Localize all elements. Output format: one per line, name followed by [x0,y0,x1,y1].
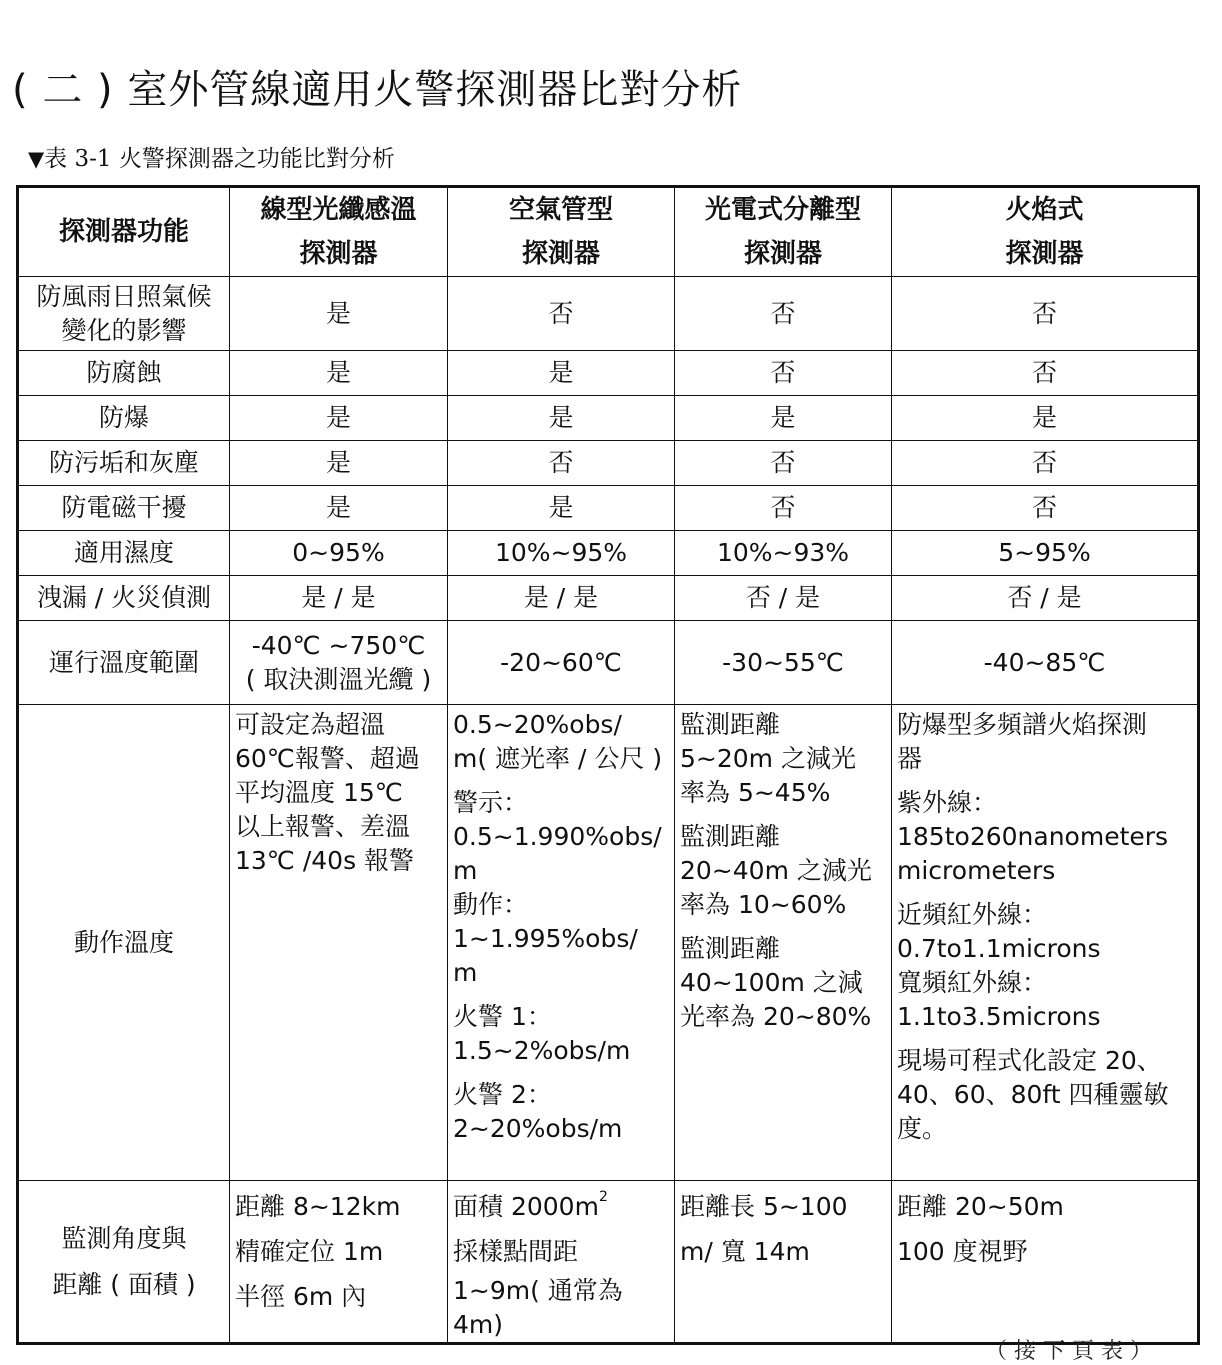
cell-line: 採樣點間距 [453,1237,579,1266]
cell-line: m( 遮光率 / 公尺 ) [453,744,663,773]
header-line: 探測器 [743,239,822,269]
cell-line: 警示： [453,788,529,817]
header-col-2 [448,187,675,277]
cell-line: 距離長 5~100 [680,1192,848,1221]
table-row [18,351,1199,396]
cell-line: -40℃ ~750℃ [251,630,426,660]
action-temp-cell [892,705,1199,1181]
table-row [18,486,1199,531]
cell-line: 火警 2： [453,1080,552,1109]
spacer [453,990,670,1000]
cell-line: 0.5~20%obs/ [453,710,622,739]
spacer [453,776,670,786]
monitor-cell [448,1181,675,1344]
cell-line: 40~100m 之減 [680,968,863,997]
spacer [897,1034,1193,1044]
header-col-1 [230,187,448,277]
spacer [453,1068,670,1078]
header-line: 探測器 [1005,239,1084,269]
cell-line: 1.5~2%obs/m [453,1036,631,1065]
cell-line: 防污垢和灰塵 [48,448,199,477]
cell-line: 率為 10~60% [680,890,847,919]
cell-line: -30~55℃ [722,647,844,677]
cell-line: 監測距離 [680,710,781,739]
caption-text: 表 3-1 火警探測器之功能比對分析 [44,146,395,172]
value-cell: 否 [675,277,892,351]
section-heading: ( 二 ) 室外管線適用火警探測器比對分析 [12,67,743,113]
header-row [18,187,1199,277]
action-temp-cell [230,705,448,1181]
cell-line: 近頻紅外線： [897,900,1048,929]
cell-line: 監測距離 [680,934,781,963]
area-text: 面積 2000m [453,1192,599,1221]
cell-line: 防爆 [98,403,149,432]
cell-line: 寬頻紅外線： [897,968,1048,997]
cell-line: 半徑 6m 內 [235,1282,367,1311]
row-label [18,621,230,705]
cell-line: ( 取決測溫光纜 ) [245,664,432,694]
value-cell [892,621,1199,705]
cell-line: -40~85℃ [983,647,1106,677]
value-cell: 是 [230,351,448,396]
cell-line: 防爆型多頻譜火焰探測 [897,710,1148,739]
monitor-cell [230,1181,448,1344]
value-cell: 否 [892,351,1199,396]
cell-line: 紫外線： [897,788,998,817]
header-line: 光電式分離型 [704,195,861,225]
cell-line: 動作： [453,890,529,919]
value-cell: 是 [892,396,1199,441]
value-cell: 是 [448,486,675,531]
table-row-action-temp [18,705,1199,1181]
value-cell: 是 [230,441,448,486]
cell-line: 變化的影響 [61,315,187,345]
cell-line: micrometers [897,856,1056,885]
cell-line: m/ 寬 14m [680,1237,810,1266]
cell-line: 洩漏 / 火災偵測 [36,583,212,612]
cell-line: 5~20m 之減光 [680,744,856,773]
value-cell: 否 [675,441,892,486]
value-cell: 否 / 是 [892,576,1199,621]
cell-line: 60℃報警、超過 [235,744,420,773]
comparison-table [16,185,1200,1345]
value-cell: 5~95% [892,531,1199,576]
spacer [680,922,887,932]
cell-line: 0.5~1.990%obs/ [453,822,662,851]
header-line: 火焰式 [1005,195,1084,225]
header-col-3 [675,187,892,277]
cell-line [453,1184,670,1229]
value-cell: 是 [230,486,448,531]
header-line: 線型光纖感溫 [260,195,417,225]
row-label [18,351,230,396]
value-cell: 否 [675,486,892,531]
value-cell: 否 [448,277,675,351]
value-cell: 0~95% [230,531,448,576]
caption-marker: ▼ [28,147,45,171]
table-row [18,576,1199,621]
value-cell [675,621,892,705]
cell-line: 防電磁干擾 [61,493,187,522]
row-label [18,1181,230,1344]
table-row [18,277,1199,351]
value-cell: 是 [230,277,448,351]
cell-line: 火警 1： [453,1002,552,1031]
cell-line: 光率為 20~80% [680,1002,872,1031]
table-row [18,441,1199,486]
spacer [897,776,1193,786]
cell-line: 可設定為超溫 [235,710,386,739]
row-label [18,441,230,486]
cell-line: 0.7to1.1microns [897,934,1101,963]
table-row [18,396,1199,441]
cell-line: 40、60、80ft 四種靈敏 [897,1080,1169,1109]
row-label [18,277,230,351]
value-cell: 否 [892,277,1199,351]
area-superscript: 2 [598,1189,608,1205]
action-temp-cell [448,705,675,1181]
row-label [18,576,230,621]
value-cell: 是 [448,396,675,441]
value-cell [230,621,448,705]
cell-line: 4m) [453,1310,504,1339]
cell-line: 100 度視野 [897,1237,1028,1266]
cell-line: 平均溫度 15℃ [235,778,403,807]
value-cell: 否 / 是 [675,576,892,621]
row-label [18,396,230,441]
cell-line: -20~60℃ [500,647,622,677]
cell-line: m [453,958,478,987]
value-cell: 否 [675,351,892,396]
row-label [18,531,230,576]
continued-note: （ 接 下 頁 表 ） [985,1339,1152,1364]
cell-line: m [453,856,478,885]
cell-line: 距離 20~50m [897,1192,1064,1221]
value-cell: 是 / 是 [230,576,448,621]
cell-line: 防風雨日照氣候 [36,281,212,311]
value-cell: 否 [892,441,1199,486]
cell-line: 運行溫度範圍 [48,647,199,677]
value-cell: 是 / 是 [448,576,675,621]
table-caption [28,142,395,176]
cell-line: 185to260nanometers [897,822,1169,851]
value-cell: 是 [675,396,892,441]
cell-line: 現場可程式化設定 20、 [897,1046,1162,1075]
spacer [680,810,887,820]
table-row [18,621,1199,705]
action-temp-cell [675,705,892,1181]
value-cell: 否 [892,486,1199,531]
cell-line: 度。 [897,1114,948,1143]
cell-line: 監測距離 [680,822,781,851]
cell-line: 率為 5~45% [680,778,831,807]
row-label [18,486,230,531]
header-line: 空氣管型 [508,195,613,225]
cell-line: 距離 8~12km [235,1192,401,1221]
header-line: 探測器 [521,239,600,269]
cell-line: 監測角度與 [61,1223,187,1253]
cell-line: 距離 ( 面積 ) [52,1269,196,1299]
monitor-cell [892,1181,1199,1344]
value-cell: 10%~93% [675,531,892,576]
header-col-4 [892,187,1199,277]
header-line: 探測器 [299,239,378,269]
cell-line: 2~20%obs/m [453,1114,623,1143]
cell-line: 13℃ /40s 報警 [235,846,415,875]
value-cell [448,621,675,705]
cell-line: 精確定位 1m [235,1237,384,1266]
cell-line: 防腐蝕 [86,358,162,387]
value-cell: 是 [230,396,448,441]
cell-line: 以上報警、差溫 [235,812,411,841]
row-label: 動作溫度 [18,705,230,1181]
table-row [18,531,1199,576]
spacer [897,888,1193,898]
table-row-monitor [18,1181,1199,1344]
cell-line: 1~9m( 通常為 [453,1276,623,1305]
value-cell: 否 [448,441,675,486]
cell-line: 1~1.995%obs/ [453,924,638,953]
cell-line: 器 [897,744,923,773]
cell-line: 適用濕度 [73,538,174,567]
value-cell: 是 [448,351,675,396]
monitor-cell [675,1181,892,1344]
cell-line: 20~40m 之減光 [680,856,872,885]
cell-line: 1.1to3.5microns [897,1002,1101,1031]
value-cell: 10%~95% [448,531,675,576]
header-row-label: 探測器功能 [18,187,230,277]
